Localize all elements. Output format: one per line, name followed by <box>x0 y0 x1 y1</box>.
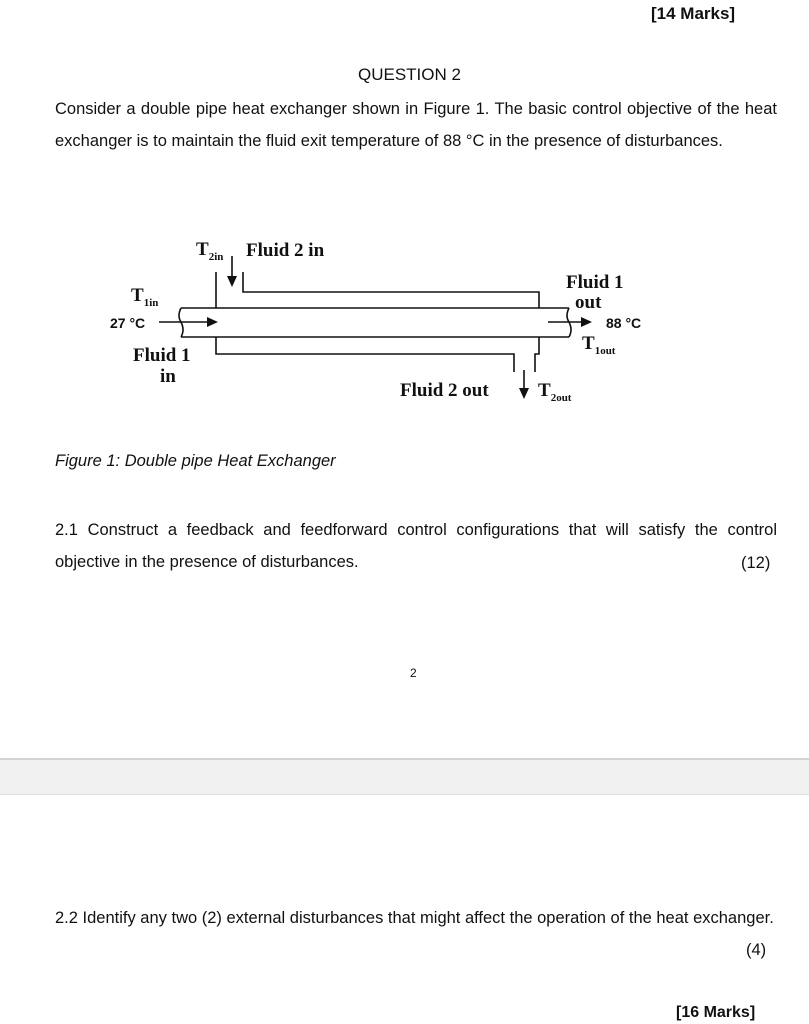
question-2-1-marks: (12) <box>741 554 771 572</box>
t1in-subscript: 1in <box>143 296 159 309</box>
question-title: QUESTION 2 <box>358 65 461 84</box>
t1out-label: T <box>582 333 595 354</box>
outlet-temperature: 88 °C <box>606 315 642 331</box>
figure-caption: Figure 1: Double pipe Heat Exchanger <box>55 452 336 470</box>
t2out-subscript: 2out <box>550 391 572 404</box>
question-2-2-marks: (4) <box>746 941 767 959</box>
fluid2-in-label: Fluid 2 in <box>246 240 325 261</box>
page-separator <box>0 758 809 795</box>
intro-paragraph: Consider a double pipe heat exchanger shown in Figure 1. The basic control objective of the heat exchanger is to maintain the fluid exit temperature of 88 °C in the presence of disturbances. <box>55 100 777 150</box>
t2in-subscript: 2in <box>208 250 224 263</box>
inlet-temperature: 27 °C <box>110 315 146 331</box>
fluid1-out-label-2: out <box>575 292 602 313</box>
header-marks: [14 Marks] <box>651 4 736 23</box>
t1in-label: T <box>131 285 144 306</box>
question-2-2: 2.2 Identify any two (2) external disturbances that might affect the operation of the heat exchanger. <box>55 909 774 927</box>
question-2-1: 2.1 Construct a feedback and feedforward control configurations that will satisfy the control objective in the presence of disturbances. <box>55 521 777 571</box>
t2in-label: T <box>196 239 209 260</box>
footer-marks: [16 Marks] <box>676 1004 756 1021</box>
t2out-label: T <box>538 380 551 401</box>
fluid2-out-label: Fluid 2 out <box>400 380 489 401</box>
page-number: 2 <box>410 666 417 680</box>
t1out-subscript: 1out <box>594 344 616 357</box>
fluid1-in-label-2: in <box>160 366 176 387</box>
fluid1-in-label-1: Fluid 1 <box>133 345 191 366</box>
fluid1-out-label-1: Fluid 1 <box>566 272 624 293</box>
